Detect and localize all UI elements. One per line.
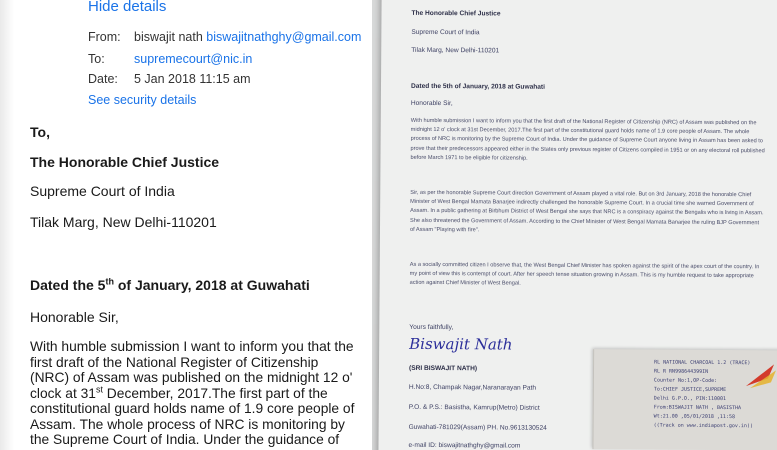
receipt-line: To:CHIEF JUSTICE,SUPREME (653, 386, 727, 394)
para-line: With humble submission I want to inform you that the (30, 339, 354, 354)
salutation-to: To, (30, 124, 50, 140)
security-details-link[interactable]: See security details (88, 93, 197, 107)
scan-email: e-mail ID: biswajitnathghy@gmail.com (408, 441, 521, 450)
from-email-link[interactable]: biswajitnathghy@gmail.com (206, 30, 362, 44)
line4-sup: st (95, 383, 103, 394)
date-label: Date: (88, 72, 118, 86)
receipt-line: Delhi G.P.O., PIN:110001 (653, 395, 727, 403)
receipt-line: ((Track on www.indiapost.gov.in)) (653, 422, 753, 430)
letter-paragraph (30, 339, 365, 448)
scan-addr-line-1: H.No:8, Champak Nagar,Naranarayan Path (408, 383, 537, 392)
letter-paper (378, 0, 777, 450)
scan-addr-line-2: P.O. & P.S.: Basistha, Kamrup(Metro) District (408, 403, 540, 412)
email-panel (0, 0, 372, 450)
date-prefix: Dated the 5 (30, 277, 106, 293)
receipt-line: Counter No:1,OP-Code: (653, 377, 718, 384)
date-value: 5 Jan 2018 11:15 am (134, 72, 251, 86)
court-name: Supreme Court of India (30, 183, 175, 199)
line4-suffix: December, 2017.The first part of the (102, 385, 328, 401)
scan-paragraph-1: With humble submission I want to inform you that the first draft of the National Register of Citizenship (NRC) of Assam was published on the midnight 12 o' clock at 31st December, 2017.The first part of the constitutional guard holds name of 1.9 core people of Assam. The whole process of NRC is monitoring by the Supreme Court of India. Under the guidance of Supreme Court anyone living in Assam has been asked to prove that their predecessors appeared either in the States only previous register of Citizens compiled in 1951 or on any electoral roll published before March 1971 to be eligible for citizenship. (410, 117, 765, 162)
para-line: (NRC) of Assam was published on the midnight 12 o' (30, 370, 353, 385)
greeting: Honorable Sir, (30, 309, 119, 325)
scan-paragraph-3: As a socially committed citizen I observe that, the West Bengal Chief Minister has spoken against the spirit of the apex court of the country. In my point of view this is contempt of court. After her speech tense situation growing in Assam. This is my humble request to take appropriate action against Chief Minister of West Bengal. (409, 261, 760, 288)
para-line: constitutional guard holds name of 1.9 core people of (30, 401, 355, 416)
scan-addressee: The Honorable Chief Justice (411, 9, 501, 18)
hide-details-link[interactable]: Hide details (88, 0, 167, 15)
receipt-line: From:BISWAJIT NATH , BASISTHA (653, 404, 742, 412)
scan-court: Supreme Court of India (411, 28, 480, 37)
para-line: the Supreme Court of India. Under the guidance of (30, 432, 340, 447)
to-row (88, 52, 252, 66)
receipt-line: RL R RN998644399IN (653, 368, 709, 375)
date-suffix: of January, 2018 at Guwahati (113, 277, 310, 293)
to-label: To: (88, 52, 105, 66)
panel-edge (0, 0, 14, 450)
date-row (88, 72, 251, 86)
para-line (30, 383, 365, 402)
court-address: Tilak Marg, New Delhi-110201 (30, 214, 217, 230)
receipt-line: RL NATIONAL CHARCOAL 1.2 (TRACE) (654, 359, 751, 367)
scan-address: Tilak Marg, New Delhi-110201 (411, 46, 500, 55)
para-line: Assam. The whole process of NRC is monitoring by (30, 416, 345, 432)
receipt-line: Wt:21.00 ,05/01/2018 ,11:58 (653, 413, 735, 421)
scanned-letter-image (372, 0, 777, 450)
handwritten-signature: Biswajit Nath (409, 334, 513, 354)
line4-prefix: clock at 31 (30, 385, 96, 401)
scan-dated: Dated the 5th of January, 2018 at Guwahati (410, 82, 546, 91)
scan-paragraph-2: Sir, as per the honorable Supreme Court direction Government of Assam played a vital role. But on 3rd January, 2018 the honorable Chief Minister of West Bengal Mamata Banarjee indirectly challenged the honorable Supreme Court. In a crucial time she warned Government of Assam. In a public gathering at Birbhum District of West Bengal she says that NRC is a conspiracy against the Bengalis who is living in Assam. She also threatened the Government of Assam. According to the Chief Minister of West Bengal Mamata Banarjee the ruling BJP Government of Assam "Playing with fire". (409, 189, 764, 234)
to-email-link[interactable]: supremecourt@nic.in (134, 52, 253, 66)
from-name: biswajit nath (134, 30, 203, 44)
from-label: From: (88, 30, 121, 44)
scan-name: (SRI BISWAJIT NATH) (408, 364, 478, 373)
scan-closing: Yours faithfully, (409, 323, 454, 332)
from-row (88, 30, 361, 44)
para-line: first draft of the National Register of Citizenship (30, 354, 319, 370)
addressee: The Honorable Chief Justice (30, 154, 220, 170)
scan-addr-line-3: Guwahati-781029(Assam) PH. No.9613130524 (408, 423, 547, 432)
scan-greeting: Honorable Sir, (410, 99, 453, 108)
speed-post-receipt (592, 349, 777, 450)
letter-date (30, 277, 310, 293)
date-sup: th (105, 276, 114, 287)
